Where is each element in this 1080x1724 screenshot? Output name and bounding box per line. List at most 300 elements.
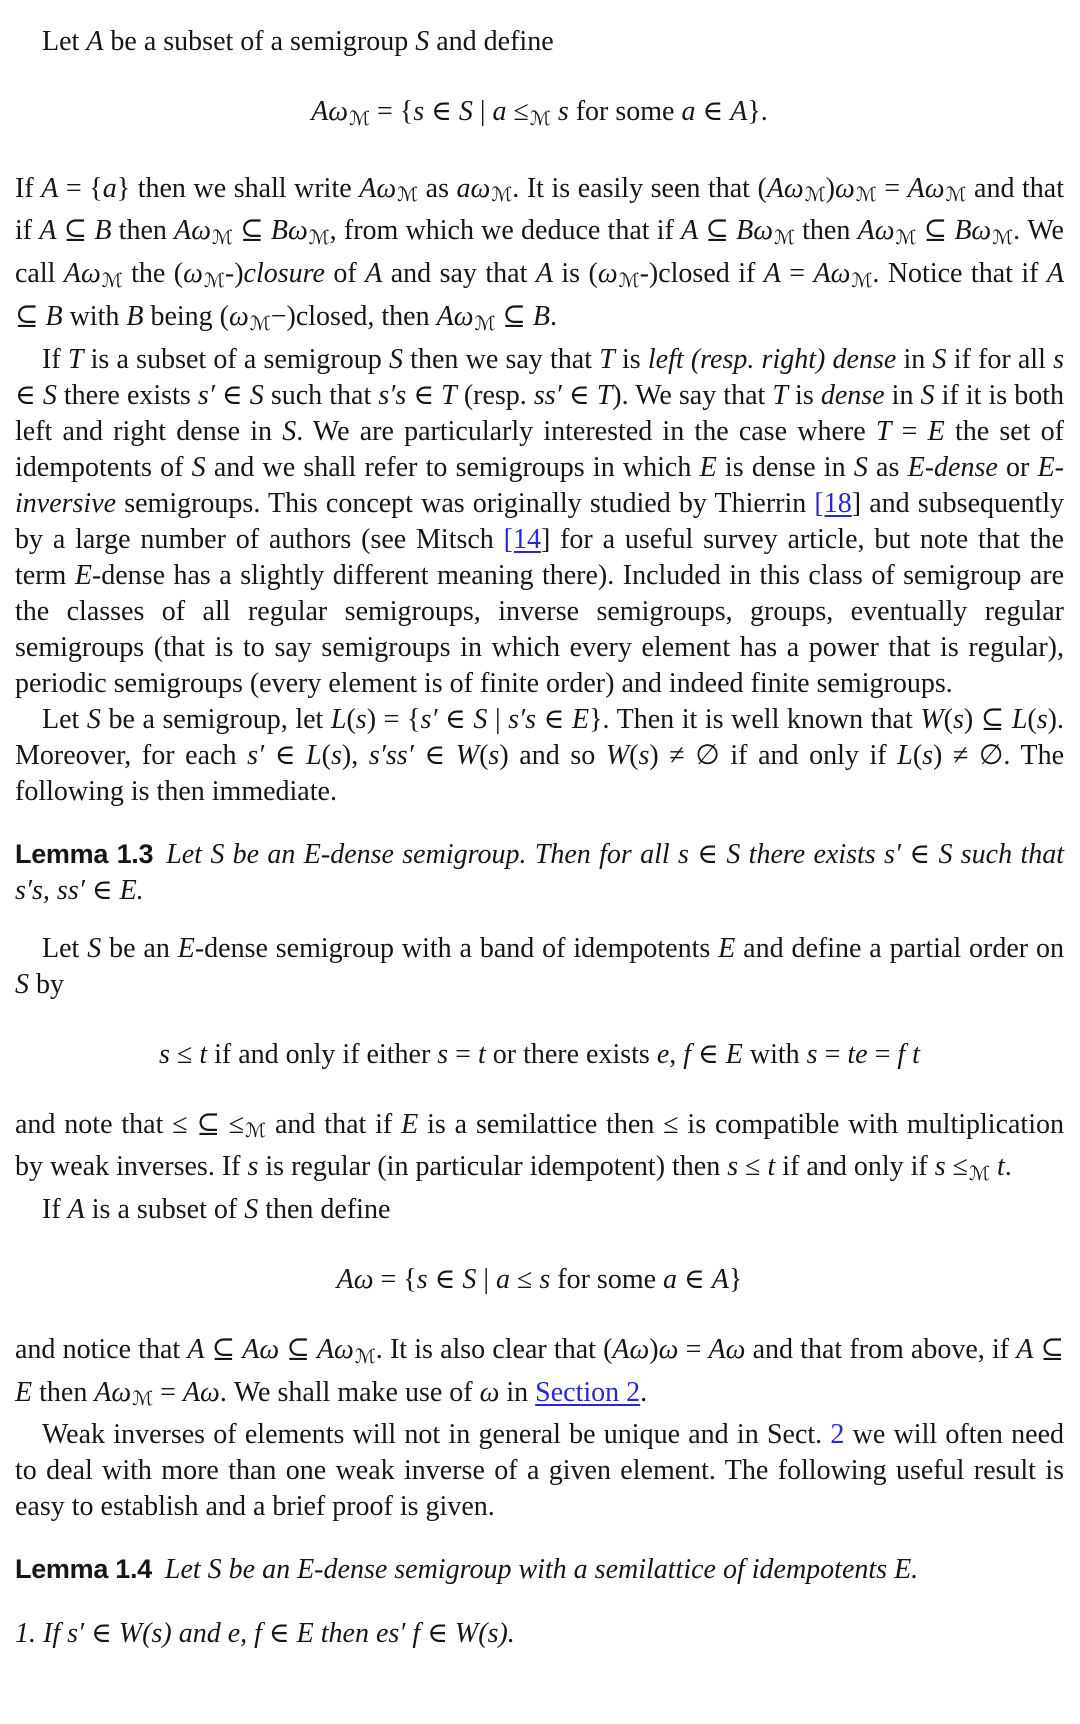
text-run: ≤ — [169, 1038, 200, 1070]
text-run: ). We say that — [612, 379, 773, 411]
paragraph-omega-properties — [15, 1332, 1064, 1417]
paragraph-subset-define — [15, 1192, 1064, 1228]
text-run: ∈ — [677, 1263, 712, 1295]
text-run — [36, 1618, 43, 1649]
text-run: f — [683, 1038, 692, 1070]
text-run: ω — [834, 172, 855, 204]
text-run: −)closed, then — [270, 300, 437, 332]
text-run: ( — [479, 739, 489, 771]
citation-link-18[interactable]: [18 — [814, 487, 852, 519]
lemma-label: Lemma 1.3 — [15, 838, 154, 869]
text-run: T — [875, 415, 892, 447]
text-run: and note that ≤ ⊆ ≤ — [15, 1108, 245, 1140]
text-run: ) — [649, 1333, 659, 1365]
text-run: if for all — [946, 343, 1054, 375]
text-run: and that from above, if — [745, 1333, 1017, 1365]
text-run: } — [728, 1263, 743, 1295]
text-run: W — [920, 703, 944, 735]
text-run: S — [42, 379, 57, 411]
text-run: s — [806, 1038, 818, 1070]
text-run: ⊆ — [15, 300, 46, 332]
text-run: a — [681, 96, 696, 127]
text-run: s′ss′ — [368, 739, 414, 771]
text-run: in — [884, 379, 921, 411]
text-run: s′s — [508, 703, 537, 735]
text-run: Aω — [857, 215, 895, 247]
text-run: s — [539, 1263, 551, 1295]
text-run: Aω — [182, 1376, 220, 1408]
paragraph-order-compatibility — [15, 1107, 1064, 1192]
text-run: ℳ — [203, 268, 225, 292]
text-run: A — [67, 1193, 85, 1225]
text-run: , — [669, 1038, 684, 1070]
citation-link-14[interactable]: [14 — [503, 523, 541, 555]
text-run: Aω — [766, 172, 804, 204]
text-run: L — [330, 703, 347, 735]
text-run: = — [780, 258, 814, 290]
text-run: or there exists — [485, 1038, 657, 1070]
text-run: ℳ — [851, 268, 873, 292]
text-run: ℳ — [349, 106, 371, 130]
text-run: s — [727, 1151, 739, 1183]
text-run: Aω — [612, 1333, 650, 1365]
text-run: E-dense — [907, 451, 998, 483]
text-run: W — [455, 739, 480, 771]
text-run: ⊆ — [1033, 1333, 1064, 1365]
text-run: as — [418, 172, 457, 204]
text-run: s′ — [247, 739, 265, 771]
text-run: = — [153, 1376, 183, 1408]
equation-partial-order — [15, 1037, 1064, 1073]
text-run: S — [244, 1193, 259, 1225]
text-run: Aω — [436, 300, 474, 332]
text-run: ∈ — [15, 379, 43, 411]
text-run: t — [767, 1151, 776, 1183]
text-run: ⊆ — [495, 300, 533, 332]
text-run: = — [817, 1038, 848, 1070]
text-run: = — [891, 415, 928, 447]
text-run: = — [876, 172, 908, 204]
text-run: } then we shall write — [116, 172, 360, 204]
page-body — [15, 24, 1064, 1652]
text-run: ). Moreover, for each — [15, 703, 1064, 771]
text-run: with — [742, 1038, 807, 1070]
text-run: ≤ — [510, 1263, 540, 1295]
text-run: }. Then it is well known that — [589, 703, 921, 735]
lemma-1-4-item-1 — [15, 1616, 1064, 1652]
text-run: be an — [101, 932, 178, 964]
text-run: ), — [341, 739, 369, 771]
paragraph-weak-inverses — [15, 702, 1064, 810]
text-run: ∈ — [264, 739, 307, 771]
text-run: is a semilattice then ≤ is compatible with multiplication by weak inverses. If — [15, 1108, 1064, 1183]
text-run: S — [282, 415, 297, 447]
text-run: S — [462, 1263, 477, 1295]
text-run: S — [249, 379, 264, 411]
text-run: then — [111, 215, 175, 247]
text-run: ⊆ — [698, 215, 737, 247]
text-run: S — [473, 703, 488, 735]
text-run: s — [557, 96, 569, 127]
text-run: ℳ — [804, 183, 826, 207]
text-run: ℳ — [211, 226, 233, 250]
text-run: such that — [263, 379, 379, 411]
text-run: ∈ — [437, 703, 474, 735]
text-run: E — [927, 415, 945, 447]
text-run: ≤ — [506, 96, 529, 127]
text-run: B — [45, 300, 63, 332]
text-run: Aω — [311, 96, 349, 127]
text-run: ω — [479, 1376, 500, 1408]
text-run: T — [596, 379, 613, 411]
text-run: then — [794, 215, 858, 247]
text-run: and that if — [266, 1108, 402, 1140]
text-run: . It is easily seen that ( — [512, 172, 767, 204]
text-run: Let S be an E-dense semigroup with a semilattice of idempotents E. — [164, 1554, 919, 1586]
text-run: . We call — [15, 215, 1064, 290]
text-run: B — [94, 215, 112, 247]
text-run: s′s — [378, 379, 407, 411]
lemma-label: Lemma 1.4 — [15, 1554, 152, 1585]
text-run: E — [718, 932, 736, 964]
text-run: S — [388, 343, 403, 375]
text-run: = { — [370, 96, 414, 127]
text-run: s — [247, 1151, 259, 1183]
text-run: as — [867, 451, 908, 483]
text-run: If — [42, 343, 68, 375]
text-run: in — [896, 343, 933, 375]
text-run: If — [15, 172, 42, 204]
text-run: being ( — [143, 300, 229, 332]
text-run: if and only if — [775, 1151, 935, 1183]
text-run: L — [897, 739, 913, 771]
text-run: ≤ — [945, 1151, 968, 1183]
text-run: s — [355, 703, 367, 735]
text-run: B — [532, 300, 550, 332]
lemma-1-4 — [15, 1551, 1064, 1588]
text-run: ss′ — [533, 379, 562, 411]
text-run: ∈ — [427, 1263, 463, 1295]
text-run: ] and subsequently by a large number of authors (see Mitsch — [15, 487, 1064, 555]
text-run: ) ⊆ — [963, 703, 1012, 735]
text-run: -)closed if — [639, 258, 764, 290]
text-run: ω — [229, 300, 249, 332]
text-run: ⊆ — [56, 215, 95, 247]
text-run: W — [605, 739, 630, 771]
text-run: B — [126, 300, 144, 332]
text-run: then — [32, 1376, 95, 1408]
text-run: ∈ — [424, 96, 459, 127]
text-run: ℳ — [354, 1344, 376, 1368]
text-run: ( — [321, 739, 331, 771]
text-run: A — [1016, 1333, 1034, 1365]
text-run: Let — [42, 703, 87, 735]
text-run: Let S be an E-dense semigroup. Then for all s ∈ S there exists s′ ∈ S such that s′s, ss′ ∈ E. — [15, 838, 1064, 906]
text-run: and that if — [15, 172, 1065, 247]
text-run: E — [15, 1376, 33, 1408]
text-run: . — [1004, 1151, 1012, 1183]
text-run: s′ — [197, 379, 215, 411]
text-run: ( — [1027, 703, 1037, 735]
text-run: left (resp. right) dense — [647, 343, 897, 375]
section-2-link[interactable]: Section 2 — [535, 1376, 641, 1408]
text-run: of — [324, 258, 366, 290]
text-run: A — [730, 96, 748, 127]
text-run: s — [413, 96, 425, 127]
text-run: ℳ — [529, 106, 551, 130]
text-run — [551, 96, 558, 127]
text-run: E — [74, 559, 92, 591]
text-run: = — [678, 1333, 709, 1365]
text-run: ℳ — [397, 183, 419, 207]
text-run: ) — [825, 172, 835, 204]
text-run: E — [177, 932, 195, 964]
text-run: . — [640, 1376, 648, 1408]
text-run: is regular (in particular idempotent) then — [258, 1151, 728, 1183]
text-run: ⊆ — [232, 215, 271, 247]
text-run: the ( — [122, 258, 184, 290]
text-run: T — [441, 379, 457, 411]
text-run: s — [934, 1151, 946, 1183]
text-run: aω — [456, 172, 491, 204]
text-run: ℳ — [992, 226, 1014, 250]
text-run: ∈ — [406, 379, 442, 411]
text-run: S — [87, 932, 102, 964]
text-run: A — [365, 258, 383, 290]
text-run: -dense has a slightly different meaning there). Included in this class of semigroup are the classes of all regular semigroups, inverse semigroups, groups, eventually regular semigroups (that is to say semigroups in which every element has a power that is regular), periodic semigroups (every element is of finite order) and indeed finite semigroups. — [15, 559, 1064, 699]
text-run: (resp. — [456, 379, 534, 411]
text-run: in — [499, 1376, 536, 1408]
text-run: L — [1011, 703, 1028, 735]
text-run: ( — [943, 703, 953, 735]
text-run: ω — [183, 258, 203, 290]
equation-omega-closure — [15, 1262, 1064, 1298]
text-run: ) and so — [499, 739, 606, 771]
text-run: A — [1046, 258, 1065, 290]
text-run: Bω — [736, 215, 773, 247]
text-run: . — [550, 300, 557, 332]
text-run: ∈ — [536, 703, 572, 735]
text-run: s — [922, 739, 934, 771]
text-run: ℳ — [245, 1119, 267, 1143]
text-run: If s′ ∈ W(s) and e, f ∈ E then es′ f ∈ W(s). — [43, 1618, 515, 1650]
text-run: | — [472, 96, 493, 127]
text-run: is — [614, 343, 648, 375]
text-run: . We are particularly interested in the case where — [296, 415, 876, 447]
text-run: Weak inverses of elements will not in general be unique and in Sect. — [42, 1419, 831, 1451]
text-run: ⊆ — [279, 1333, 317, 1365]
text-run: and we shall refer to semigroups in which — [205, 451, 700, 483]
text-run: s — [952, 703, 964, 735]
text-run: T — [67, 343, 84, 375]
text-run: ⊆ — [916, 215, 955, 247]
paragraph-dense-definition — [15, 342, 1064, 702]
text-run: be a subset of a semigroup — [103, 26, 416, 57]
text-run: A — [535, 258, 553, 290]
text-run: t — [477, 1038, 486, 1070]
text-run: a — [102, 172, 117, 204]
text-run: , from which we deduce that if — [329, 215, 682, 247]
text-run: E-inversive — [15, 451, 1064, 519]
text-run: L — [306, 739, 322, 771]
text-run: ℳ — [249, 311, 271, 335]
text-run: ω — [658, 1333, 679, 1365]
text-run: ∈ — [691, 1038, 726, 1070]
paragraph-closure-properties — [15, 171, 1064, 342]
text-run: T — [772, 379, 788, 411]
text-run: S — [15, 968, 29, 1000]
text-run: then define — [258, 1193, 391, 1225]
text-run: ℳ — [308, 226, 330, 250]
text-run: we will often need to deal with more than one weak inverse of a given element. The following useful result is easy to establish and a brief proof is given. — [15, 1419, 1065, 1523]
text-run: Aω — [63, 258, 101, 290]
text-run: E — [571, 703, 590, 735]
text-run: S — [920, 379, 935, 411]
text-run: = { — [58, 172, 103, 204]
text-run: be a semigroup, let — [100, 703, 331, 735]
text-run: Aω — [708, 1333, 746, 1365]
text-run: s′ — [420, 703, 438, 735]
text-run: = — [867, 1038, 898, 1070]
text-run: S — [86, 703, 101, 735]
text-run: Let — [42, 932, 88, 964]
text-run: ) ≠ ∅. The following is then immediate. — [15, 739, 1065, 807]
text-run: A — [187, 1333, 205, 1365]
text-run: is — [787, 379, 821, 411]
text-run: for some — [568, 96, 682, 127]
sect-2-link[interactable]: 2 — [830, 1419, 845, 1451]
text-run: = — [448, 1038, 478, 1070]
text-run: E — [699, 451, 717, 483]
text-run: ℳ — [773, 226, 795, 250]
text-run: a — [663, 1263, 678, 1295]
text-run: s — [416, 1263, 428, 1295]
text-run: dense — [820, 379, 885, 411]
text-run: if it is both left and right dense in — [15, 379, 1065, 447]
paragraph-band-partial-order — [15, 931, 1064, 1003]
text-run: A — [39, 215, 57, 247]
text-run: t — [199, 1038, 208, 1070]
text-run: . Notice that if — [872, 258, 1047, 290]
text-run: te — [847, 1038, 868, 1070]
text-run: = { — [373, 1263, 417, 1295]
text-run: Aω — [242, 1333, 280, 1365]
text-run: Bω — [954, 215, 992, 247]
text-run: -dense semigroup with a band of idempotents — [194, 932, 719, 964]
text-run: t — [996, 1151, 1005, 1183]
text-run: ∈ — [695, 96, 731, 127]
text-run: ℳ — [474, 311, 496, 335]
text-run: then we say that — [402, 343, 600, 375]
text-run: ω — [597, 258, 618, 290]
text-run: Bω — [270, 215, 308, 247]
text-run: . We shall make use of — [219, 1376, 480, 1408]
text-run: Aω — [907, 172, 945, 204]
text-run: ∈ — [561, 379, 597, 411]
text-run: s — [437, 1038, 449, 1070]
lemma-1-3 — [15, 836, 1064, 909]
paragraph-weak-inverse-unique — [15, 1417, 1064, 1525]
text-run: S — [932, 343, 947, 375]
text-run: ] for a useful survey article, but note that the term — [15, 523, 1064, 591]
text-run: for some — [550, 1263, 664, 1295]
text-run: semigroups. This concept was originally studied by Thierrin — [116, 487, 815, 519]
text-run: 1. — [15, 1618, 36, 1650]
text-run: Aω — [316, 1333, 354, 1365]
text-run: ℳ — [491, 183, 513, 207]
text-run: and notice that — [15, 1333, 188, 1365]
paragraph-intro-define — [15, 24, 1064, 60]
text-run: ℳ — [895, 226, 917, 250]
text-run: ∈ — [413, 739, 456, 771]
text-run: Aω — [813, 258, 851, 290]
text-run: ℳ — [855, 183, 877, 207]
text-run: ( — [629, 739, 639, 771]
text-run: s — [330, 739, 342, 771]
text-run: S — [458, 96, 473, 127]
text-run: e — [656, 1038, 670, 1070]
text-run: A — [763, 258, 781, 290]
text-run: Let — [42, 26, 87, 57]
text-run: ( — [346, 703, 356, 735]
text-run: }. — [747, 96, 768, 127]
text-run: S — [415, 26, 430, 57]
text-run: ℳ — [618, 268, 640, 292]
text-run: if and only if either — [207, 1038, 438, 1070]
text-run: | — [476, 1263, 496, 1295]
text-run: Aω — [336, 1263, 374, 1295]
text-run: E — [401, 1108, 419, 1140]
text-run: by — [29, 968, 64, 1000]
text-run: and say that — [382, 258, 536, 290]
text-run: S — [191, 451, 206, 483]
text-run: Aω — [94, 1376, 132, 1408]
text-run: | — [487, 703, 509, 735]
text-run: ∈ — [214, 379, 250, 411]
text-run: A — [681, 215, 699, 247]
text-run: the set of idempotents of — [15, 415, 1064, 483]
text-run: If — [42, 1193, 68, 1225]
text-run: is dense in — [716, 451, 854, 483]
text-run: ) ≠ ∅ if and only if — [649, 739, 898, 771]
text-run: is a subset of — [84, 1193, 245, 1225]
text-run: closure — [243, 258, 325, 290]
text-run: T — [599, 343, 615, 375]
text-run: ) = { — [366, 703, 421, 735]
text-run: is a subset of a semigroup — [83, 343, 389, 375]
text-run: A — [41, 172, 59, 204]
text-run: ≤ — [738, 1151, 768, 1183]
text-run: ℳ — [969, 1161, 990, 1185]
text-run: is ( — [552, 258, 598, 290]
text-run: ( — [912, 739, 923, 771]
text-run: ℳ — [101, 268, 123, 292]
text-run: Aω — [174, 215, 211, 247]
text-run: s — [1036, 703, 1048, 735]
text-run: S — [853, 451, 868, 483]
text-run: -) — [224, 258, 244, 290]
text-run: a — [492, 96, 507, 127]
text-run: . It is also clear that ( — [375, 1333, 613, 1365]
text-run: s — [159, 1038, 170, 1070]
text-run: Aω — [359, 172, 397, 204]
text-run: and define — [429, 26, 554, 57]
text-run: with — [62, 300, 127, 332]
text-run: f t — [897, 1038, 920, 1070]
text-run: A — [86, 26, 104, 57]
text-run: s — [1053, 343, 1064, 375]
text-run: and define a partial order on — [735, 932, 1064, 964]
